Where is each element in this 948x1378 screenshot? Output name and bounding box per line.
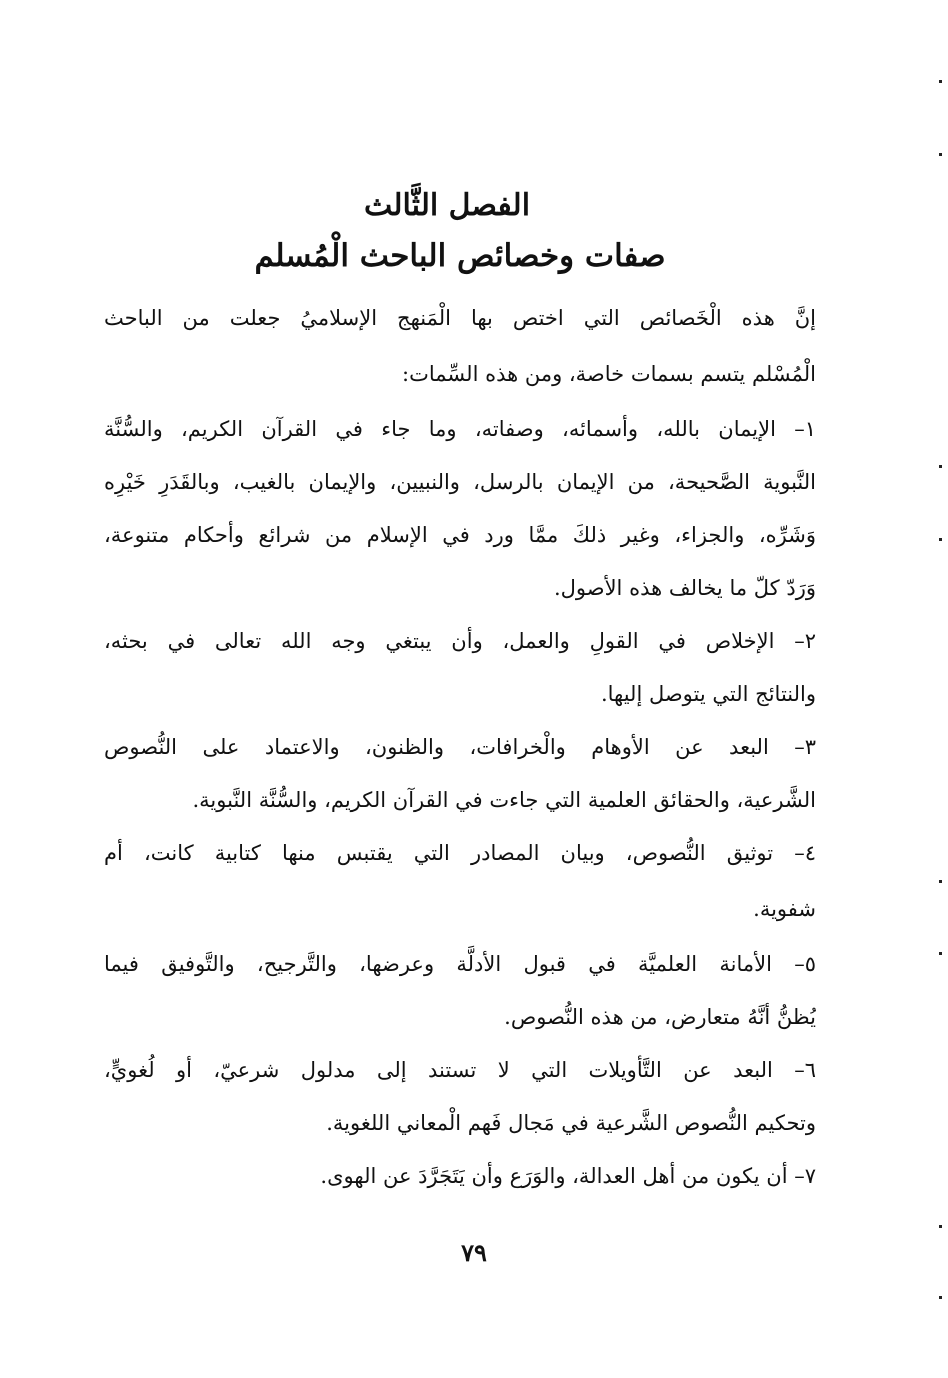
scan-margin-mark — [939, 465, 942, 468]
intro-line: إنَّ هذه الْخَصائص التي اختص بها الْمَنهج الإسلاميُ جعلت من الباحث — [104, 306, 816, 330]
item-2-line: والنتائج التي يتوصل إليها. — [600, 682, 816, 706]
item-1-line: وَشَرِّه، والجزاء، وغير ذلكَ ممَّا ورد في الإسلام من شرائع وأحكام متنوعة، — [104, 523, 816, 547]
scan-margin-mark — [939, 952, 942, 955]
item-1-line: ١– الإيمان بالله، وأسمائه، وصفاته، وما جاء في القرآن الكريم، والسُّنَّة — [104, 417, 816, 441]
item-4-line: ٤– توثيق النُّصوص، وبيان المصادر التي يقتبس منها كتابية كانت، أم — [104, 841, 816, 865]
item-1-line: وَرَدّ كلّ ما يخالف هذه الأصول. — [553, 576, 816, 600]
item-3-line: الشَّرعية، والحقائق العلمية التي جاءت في القرآن الكريم، والسُّنَّة النَّبوية. — [192, 788, 816, 812]
item-6-line: ٦– البعد عن التَّأويلات التي لا تستند إلى مدلول شرعيّ، أو لُغويٍّ، — [104, 1058, 816, 1082]
scan-margin-mark — [939, 538, 942, 541]
item-3-line: ٣– البعد عن الأوهام والْخرافات، والظنون، والاعتماد على النُّصوص — [104, 735, 816, 759]
scan-margin-mark — [939, 80, 942, 83]
chapter-subtitle: صفات وخصائص الباحث الْمُسلم — [254, 238, 666, 274]
item-2-line: ٢– الإخلاص في القولِ والعمل، وأن يبتغي وجه الله تعالى في بحثه، — [104, 629, 816, 653]
intro-line: الْمُسْلم يتسم بسمات خاصة، ومن هذه السِّمات: — [402, 362, 816, 386]
item-7-line: ٧– أن يكون من أهل العدالة، والوَرَع وأن يَتَجَرَّدَ عن الهوى. — [320, 1164, 816, 1188]
page-number: ٧٩ — [461, 1238, 487, 1267]
item-4-line: شفوية. — [753, 897, 816, 921]
body-text — [104, 292, 816, 1203]
item-6-line: وتحكيم النُّصوص الشَّرعية في مَجال فَهم الْمعاني اللغوية. — [326, 1111, 816, 1135]
item-5-line: ٥– الأمانة العلميَّة في قبول الأدلَّة وعرضها، والتَّرجيح، والتَّوفيق فيما — [104, 952, 816, 976]
scan-margin-mark — [939, 1225, 942, 1228]
item-5-line: يُظنُّ أنَّهُ متعارض، من هذه النُّصوص. — [504, 1005, 816, 1029]
scan-margin-mark — [939, 153, 942, 156]
chapter-title: الفصل الثَّالث — [363, 188, 531, 223]
scan-margin-mark — [939, 1296, 942, 1299]
item-1-line: النَّبوية الصَّحيحة، من الإيمان بالرسل، والنبيين، والإيمان بالغيب، وبالقَدَرِ خَيْرِه — [104, 470, 816, 494]
scan-margin-mark — [939, 880, 942, 883]
